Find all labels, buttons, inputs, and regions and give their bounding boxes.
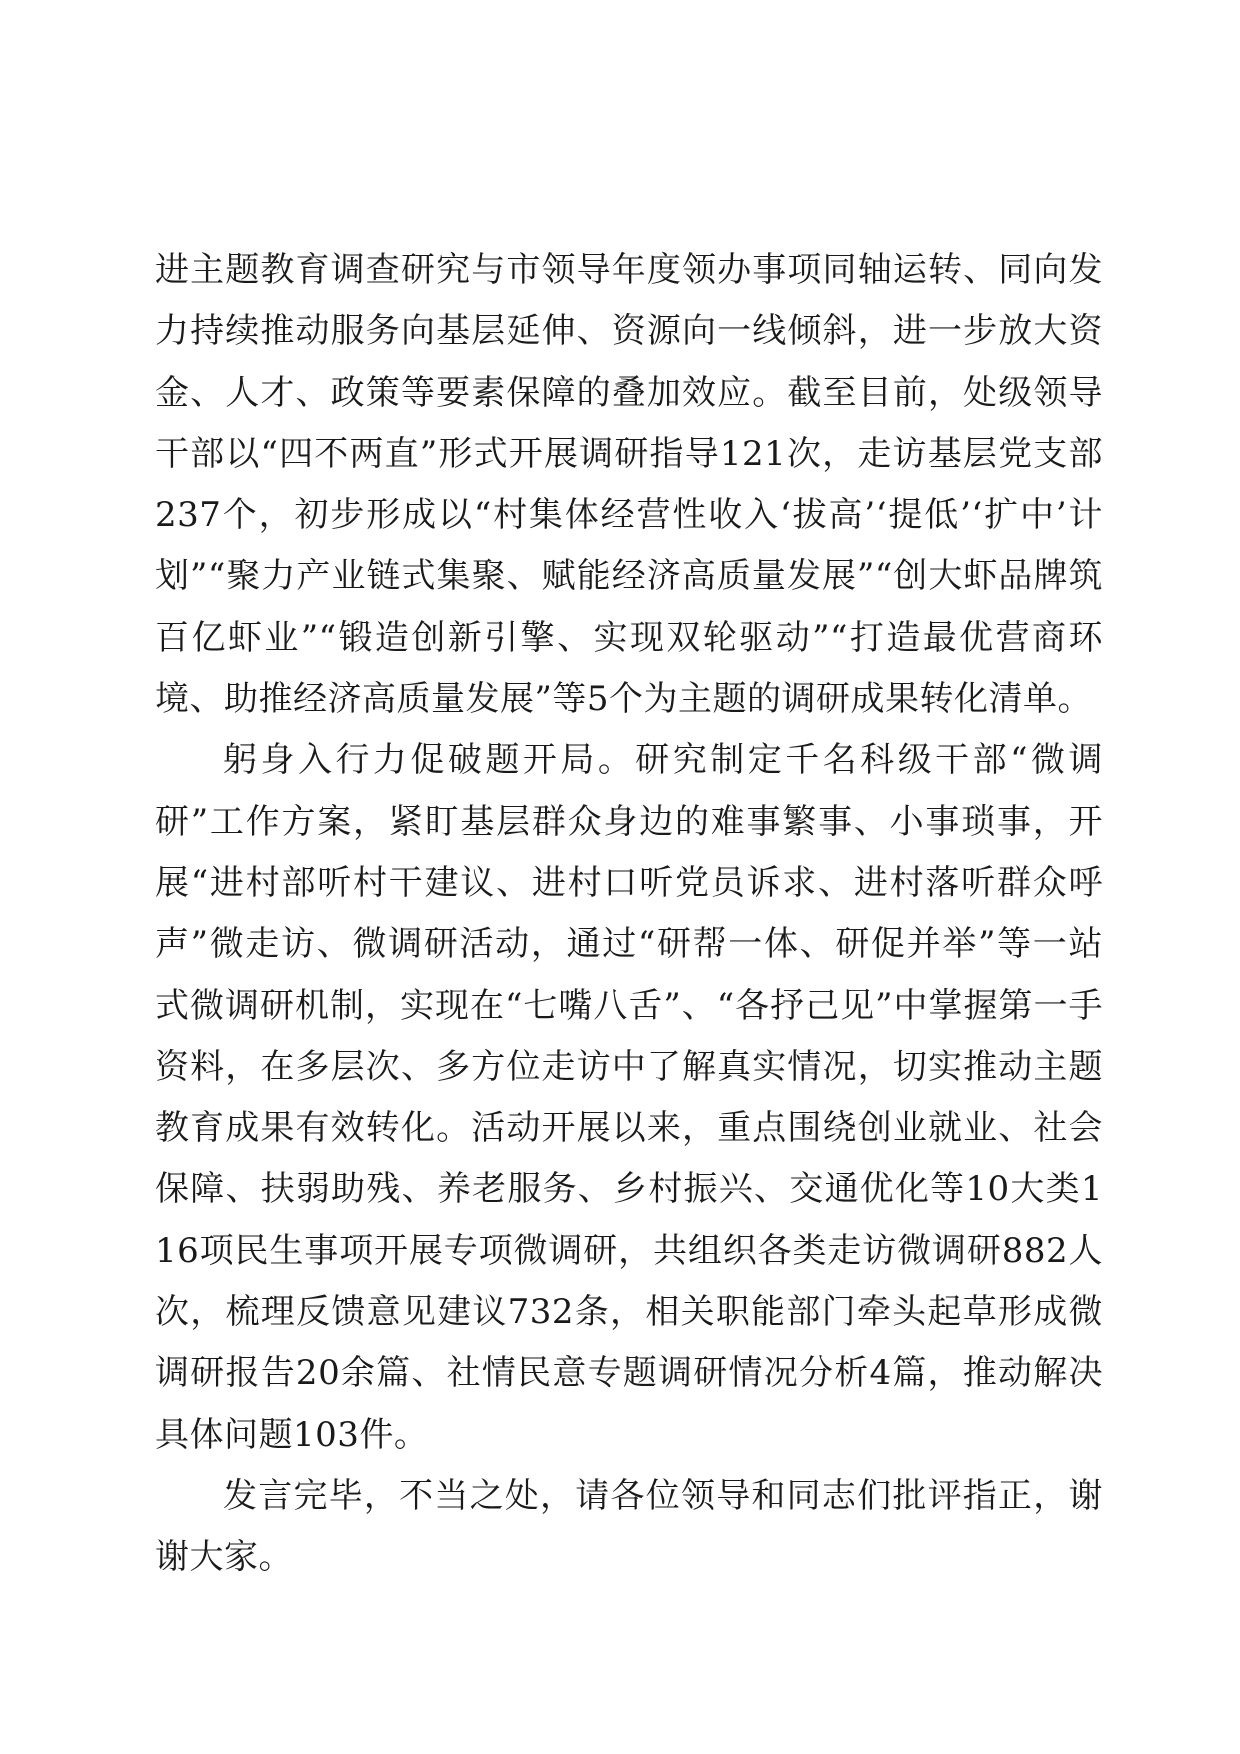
paragraph-micro-research: 躬身入行力促破题开局。研究制定千名科级干部“微调研”工作方案，紧盯基层群众身边的难事繁事、小事琐事，开展“进村部听村干建议、进村口听党员诉求、进村落听群众呼声”微走访、微调研活动，通过“研帮一体、研促并举”等一站式微调研机制，实现在“七嘴八舌”、“各抒己见”中掌握第一手资料，在多层次、多方位走访中了解真实情况，切实推动主题教育成果有效转化。活动开展以来，重点围绕创业就业、社会保障、扶弱助残、养老服务、乡村振兴、交通优化等10大类116项民生事项开展专项微调研，共组织各类走访微调研882人次，梳理反馈意见建议732条，相关职能部门牵头起草形成微调研报告20余篇、社情民意专题调研情况分析4篇，推动解决具体问题103件。 (155, 740, 1103, 1455)
document-page (155, 240, 1103, 1589)
paragraph-closing: 发言完毕，不当之处，请各位领导和同志们批评指正，谢谢大家。 (155, 1475, 1103, 1578)
paragraph-continued: 进主题教育调查研究与市领导年度领办事项同轴运转、同向发力持续推动服务向基层延伸、资源向一线倾斜，进一步放大资金、人才、政策等要素保障的叠加效应。截至目前，处级领导干部以“四不两直”形式开展调研指导121次，走访基层党支部237个，初步形成以“村集体经营性收入‘拔高’‘提低’‘扩中’计划”“聚力产业链式集聚、赋能经济高质量发展”“创大虾品牌筑百亿虾业”“锻造创新引擎、实现双轮驱动”“打造最优营商环境、助推经济高质量发展”等5个为主题的调研成果转化清单。 (155, 250, 1103, 720)
